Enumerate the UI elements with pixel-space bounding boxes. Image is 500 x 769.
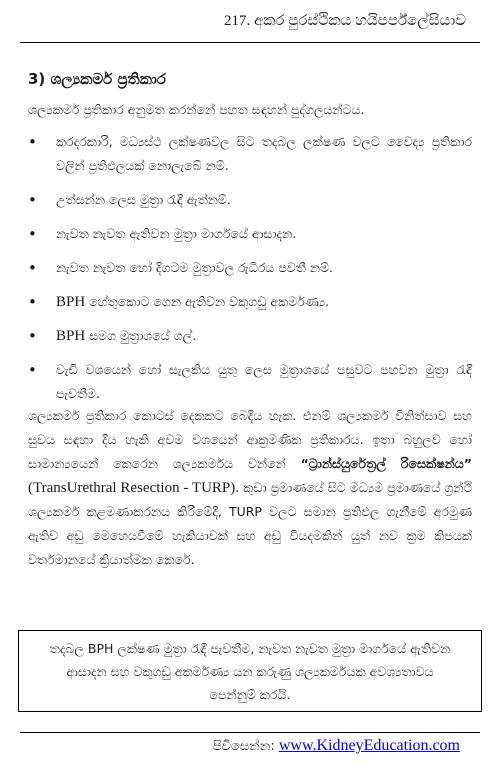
list-item bbox=[28, 324, 472, 348]
list-item bbox=[28, 222, 472, 246]
list-item bbox=[28, 256, 472, 280]
list-item-text: උත්සන්න ලෙස මුත්‍රා රැඳී ඇත්නම්. bbox=[56, 192, 231, 207]
footer-divider bbox=[20, 732, 480, 733]
list-item bbox=[28, 130, 472, 178]
section-title: 3) ශල්‍යකර්ම ප්‍රතිකාර bbox=[28, 70, 166, 88]
bullet-icon: • bbox=[28, 259, 37, 277]
highlight-box: තදබල BPH ලක්ෂණ මුත්‍රා රැඳී පැවතීම, නැවත නැවත මුත්‍රා මාර්ගයේ ඇතිවන ආසාදන සහ වකුගඩු අකර්මණ්‍ය යන කරුණු ශල්‍යකර්මයක අවශ්‍යතාවය පෙන්නුම් කරයි. bbox=[18, 630, 482, 712]
body-part-1: ශල්‍යකර්ම ප්‍රතිකාර කොටස් දෙකකට බෙදිය හැක. එනම් ශල්‍යකර්ම විනිත්සාව සහ සුවය සඳහා දිය හැකි අවම වශයෙන් ආක්‍රමණික ප්‍රතිකාරය. ඉතා බහුලව හෝ සාමාන්‍යයෙන් කෙරෙන ශල්‍යකර්මය වන්නේ bbox=[28, 408, 472, 471]
footer-label: පිවිසෙන්න: bbox=[212, 739, 275, 754]
header-divider bbox=[20, 42, 480, 43]
turp-sinhala-term: “ට්‍රාන්ස්යුරේත්‍රල් රිසෙක්ෂන්ය” bbox=[300, 456, 473, 471]
running-header bbox=[224, 12, 466, 30]
bullet-icon: • bbox=[28, 225, 37, 243]
list-item-text: හේතුකොට ගෙන ඇතිවන වකුගඩු අකර්මණ්‍ය. bbox=[89, 294, 330, 309]
list-item-text: වැඩි වශයෙන් හෝ සැලකිය යුතු ලෙස මුත්‍රාශයේ පසුවට පහවන මුත්‍රා රැඳී පැවතීම. bbox=[56, 362, 472, 401]
list-item-text: කරදරකාරි, මධ්‍යස්ථ ලක්ෂණවල සිට තදබල ලක්ෂණ වලට වෛද්‍ය ප්‍රතිකාර වලින් ප්‍රතිඵලයක් නොලැබේ නම්. bbox=[56, 134, 472, 173]
indication-list bbox=[28, 130, 472, 406]
bullet-icon: • bbox=[28, 293, 37, 311]
list-item-text: සමග මුත්‍රාශයේ ගල්. bbox=[89, 328, 197, 343]
intro-paragraph: ශල්‍යකර්ම ප්‍රතිකාර අනුමත කරන්නේ පහත සඳහන් පුද්ගලයන්ටය. bbox=[28, 102, 365, 117]
bullet-icon: • bbox=[28, 361, 37, 379]
list-item-text: නැවත නැවත ඇතිවන මුත්‍රා මාර්ගයේ ආසාදන. bbox=[56, 226, 297, 241]
footer bbox=[213, 737, 460, 755]
list-item bbox=[28, 358, 472, 406]
list-item-abbrev: BPH bbox=[56, 328, 86, 344]
running-title: අකර පුරස්ථිකය හයිපර්ප්ලේසියාව bbox=[253, 13, 466, 29]
list-item-abbrev: BPH bbox=[56, 294, 86, 310]
list-item-text: නැවත නැවත හෝ දිගටම මුත්‍රාවල රුධිරය පවතී නම්. bbox=[56, 260, 334, 275]
website-link[interactable]: www.KidneyEducation.com bbox=[278, 737, 460, 754]
list-item bbox=[28, 290, 472, 314]
turp-english-term: (TransUrethral Resection - TURP). bbox=[28, 480, 240, 496]
bullet-icon: • bbox=[28, 327, 37, 345]
bullet-icon: • bbox=[28, 133, 37, 151]
body-part-2: කුඩා ප්‍රමාණයේ සිට මධ්‍යම ප්‍රමාණයේ ග්‍රන්ථි ශල්‍යකර්ම කළමණාකරනය කිරීමේදී, TURP වලට සමාන ප්‍රතිඵල ගැනීමේ අරමුණ ඇතිව අඩු මෙහෙයවීමේ හැකියාවක් සහ අඩු වියදමකින් යුත් නව ක්‍රම කිපයක් වර්තමානයේ ක්‍රියාත්මක කෙරේ. bbox=[28, 480, 472, 567]
list-item bbox=[28, 188, 472, 212]
page-number: 217. bbox=[223, 13, 251, 29]
body-paragraph bbox=[28, 404, 472, 572]
bullet-icon: • bbox=[28, 191, 37, 209]
